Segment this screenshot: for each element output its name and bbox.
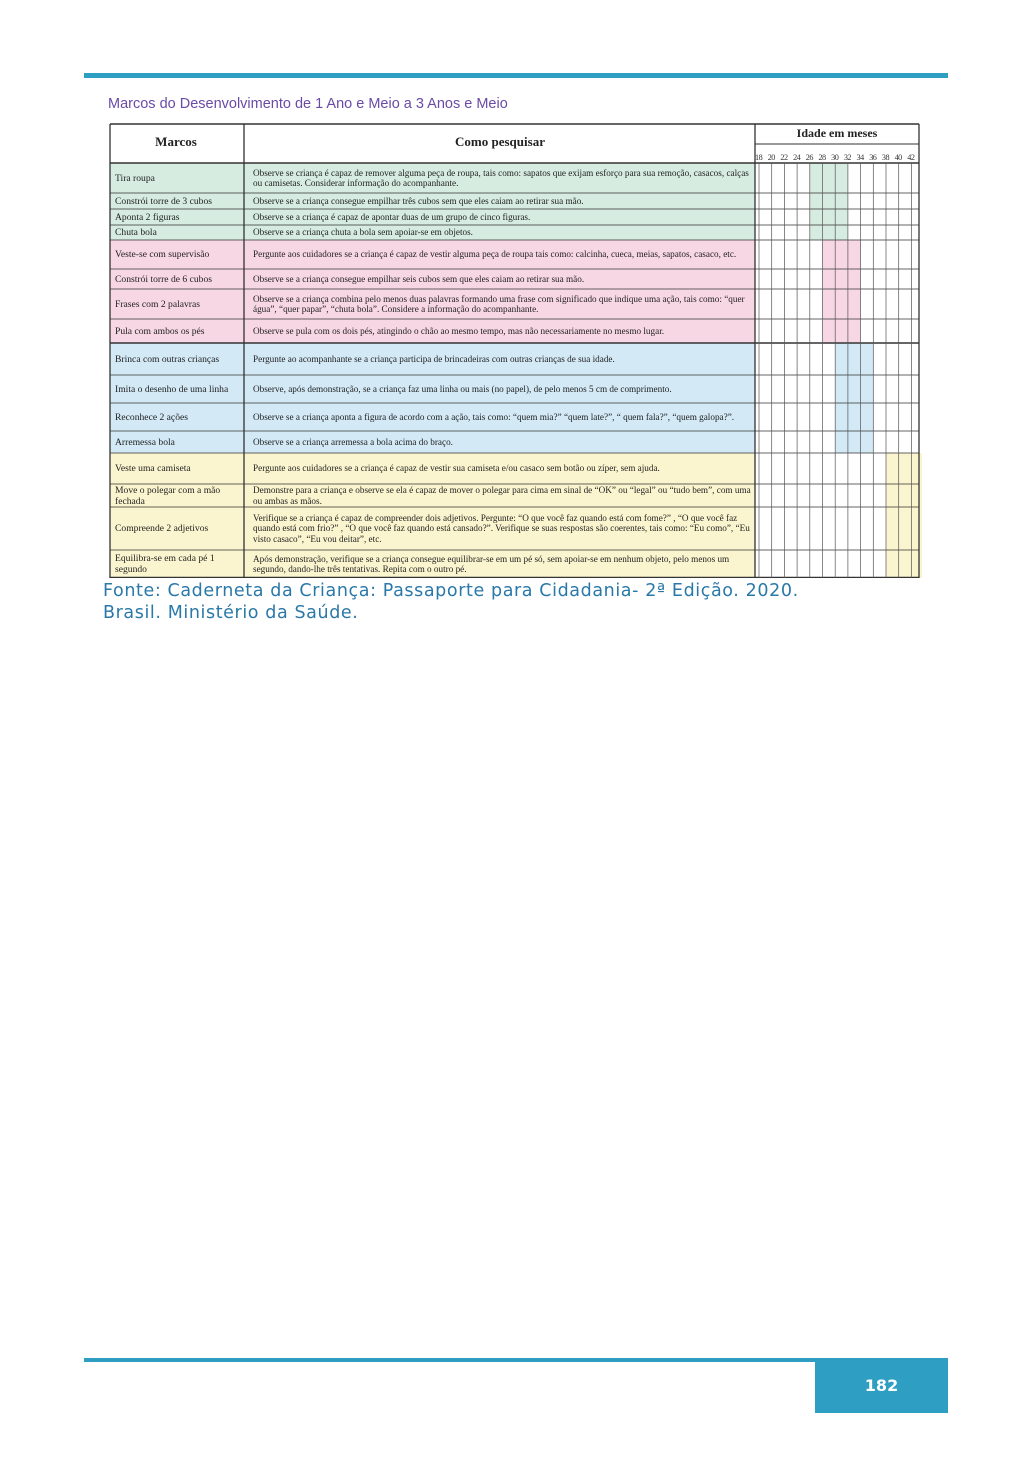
age-band bbox=[823, 319, 861, 343]
age-label: 38 bbox=[881, 153, 890, 162]
age-label: 40 bbox=[894, 153, 902, 162]
row-marco: Compreende 2 adjetivos bbox=[115, 523, 209, 534]
row-marco: Move o polegar com a mão fechada bbox=[115, 485, 221, 506]
age-band bbox=[835, 431, 873, 453]
age-band bbox=[810, 225, 848, 240]
row-como-pesquisar: Verifique se a criança é capaz de compreender dois adjetivos. Pergunte: “O que você faz quando está com fome?” , “O que você faz quando está com frio?” , “O que você faz quando está cansado?”. Verifique se suas respostas são coerentes, tais como: “Eu como”, “Eu visto casaco”, “Eu vou deitar”, etc. bbox=[253, 512, 750, 544]
row-marco: Frases com 2 palavras bbox=[115, 298, 200, 310]
row-marco: Aponta 2 figuras bbox=[115, 211, 180, 223]
row-marco: Veste-se com supervisão bbox=[115, 249, 210, 260]
age-band bbox=[886, 484, 922, 507]
row-como-pesquisar: Observe se pula com os dois pés, atingindo o chão ao mesmo tempo, mas não necessariamente no mesmo lugar. bbox=[253, 325, 665, 336]
row-marco: Brinca com outras crianças bbox=[115, 353, 220, 365]
age-band bbox=[810, 193, 848, 209]
header-como-pesquisar: Como pesquisar bbox=[455, 134, 545, 149]
row-marco: Veste uma camiseta bbox=[115, 463, 191, 474]
age-label: 28 bbox=[818, 153, 826, 162]
age-label: 18 bbox=[755, 153, 763, 162]
age-band bbox=[835, 343, 873, 375]
row-como-pesquisar: Observe se a criança consegue empilhar seis cubos sem que eles caiam ao retirar sua mão. bbox=[253, 273, 585, 284]
row-como-pesquisar: Demonstre para a criança e observe se ela é capaz de mover o polegar para cima em sinal de “OK” ou “legal” ou “tudo bem”, com uma ou ambas as mãos. bbox=[253, 485, 751, 506]
age-band bbox=[886, 550, 922, 578]
age-label: 30 bbox=[831, 153, 839, 162]
row-marco: Constrói torre de 3 cubos bbox=[115, 195, 212, 207]
row-como-pesquisar: Observe se a criança aponta a figura de acordo com a ação, tais como: “quem mia?” “quem late?”, “ quem fala?”, “quem galopa?”. bbox=[253, 411, 735, 422]
row-como-pesquisar: Pergunte ao acompanhante se a criança participa de brincadeiras com outras crianças de sua idade. bbox=[253, 353, 615, 364]
table-title: Marcos do Desenvolvimento de 1 Ano e Meio a 3 Anos e Meio bbox=[108, 96, 508, 112]
age-band bbox=[823, 269, 861, 289]
row-marco: Arremessa bola bbox=[115, 436, 175, 448]
row-como-pesquisar: Observe se a criança combina pelo menos duas palavras formando uma frase com significado que indique uma ação, tais como: “quer água”, “quer papar”, “chuta bola”. Considere a informação do acompanhante. bbox=[253, 293, 745, 314]
row-marco: Imita o desenho de uma linha bbox=[115, 383, 229, 395]
age-label: 42 bbox=[907, 153, 915, 162]
row-marco: Equilibra-se em cada pé 1 segundo bbox=[115, 553, 215, 575]
row-como-pesquisar: Pergunte aos cuidadores se a criança é capaz de vestir sua camiseta e/ou casaco sem botão ou zíper, sem ajuda. bbox=[253, 463, 660, 474]
row-marco: Constrói torre de 6 cubos bbox=[115, 273, 212, 285]
age-band bbox=[823, 240, 861, 269]
page-number-box bbox=[815, 1358, 948, 1413]
age-label: 36 bbox=[869, 153, 877, 162]
row-marco: Tira roupa bbox=[115, 172, 155, 184]
age-band bbox=[886, 507, 922, 550]
row-como-pesquisar: Observe se a criança chuta a bola sem apoiar-se em objetos. bbox=[253, 227, 473, 238]
row-marco: Pula com ambos os pés bbox=[115, 325, 205, 337]
age-band bbox=[810, 209, 848, 225]
age-label: 26 bbox=[805, 153, 813, 162]
top-rule bbox=[84, 73, 948, 78]
age-label: 24 bbox=[793, 153, 801, 162]
row-como-pesquisar: Observe se criança é capaz de remover alguma peça de roupa, tais como: sapatos que exijam esforço para sua remoção, casacos, calças ou camisetas. Considerar informação do acompanhante. bbox=[253, 167, 749, 188]
age-scale bbox=[755, 153, 925, 162]
row-marco: Reconhece 2 ações bbox=[115, 411, 188, 423]
row-como-pesquisar: Observe se a criança consegue empilhar três cubos sem que eles caiam ao retirar sua mão. bbox=[253, 195, 584, 206]
header-marcos: Marcos bbox=[155, 134, 197, 149]
age-band bbox=[886, 453, 922, 484]
row-como-pesquisar: Observe se a criança é capaz de apontar duas de um grupo de cinco figuras. bbox=[253, 211, 531, 222]
age-label: 34 bbox=[856, 153, 864, 162]
row-como-pesquisar: Após demonstração, verifique se a criança consegue equilibrar-se em um pé só, sem apoiar-se em nenhum objeto, pelo menos um segundo, dando-lhe três tentativas. Repita com o outro pé. bbox=[253, 553, 730, 574]
age-label: 20 bbox=[767, 153, 775, 162]
page-number: 182 bbox=[864, 1376, 899, 1395]
row-como-pesquisar: Pergunte aos cuidadores se a criança é capaz de vestir alguma peça de roupa tais como: calcinha, cueca, meias, sapatos, casaco, etc. bbox=[253, 249, 737, 260]
milestones-table bbox=[108, 122, 922, 578]
age-label: 22 bbox=[780, 153, 788, 162]
age-band bbox=[835, 375, 873, 403]
row-como-pesquisar: Observe se a criança arremessa a bola acima do braço. bbox=[253, 436, 453, 447]
row-marco: Chuta bola bbox=[115, 227, 157, 238]
age-band bbox=[835, 403, 873, 431]
age-label: 32 bbox=[843, 153, 851, 162]
caption-line-2: Brasil. Ministério da Saúde. bbox=[103, 603, 359, 623]
age-band bbox=[823, 289, 861, 319]
header-idade-em-meses: Idade em meses bbox=[796, 126, 878, 140]
source-caption bbox=[103, 580, 799, 624]
row-como-pesquisar: Observe, após demonstração, se a criança faz uma linha ou mais (no papel), de pelo menos 5 cm de comprimento. bbox=[253, 383, 672, 394]
age-band bbox=[810, 163, 848, 193]
caption-line-1: Fonte: Caderneta da Criança: Passaporte para Cidadania- 2ª Edição. 2020. bbox=[103, 581, 799, 601]
